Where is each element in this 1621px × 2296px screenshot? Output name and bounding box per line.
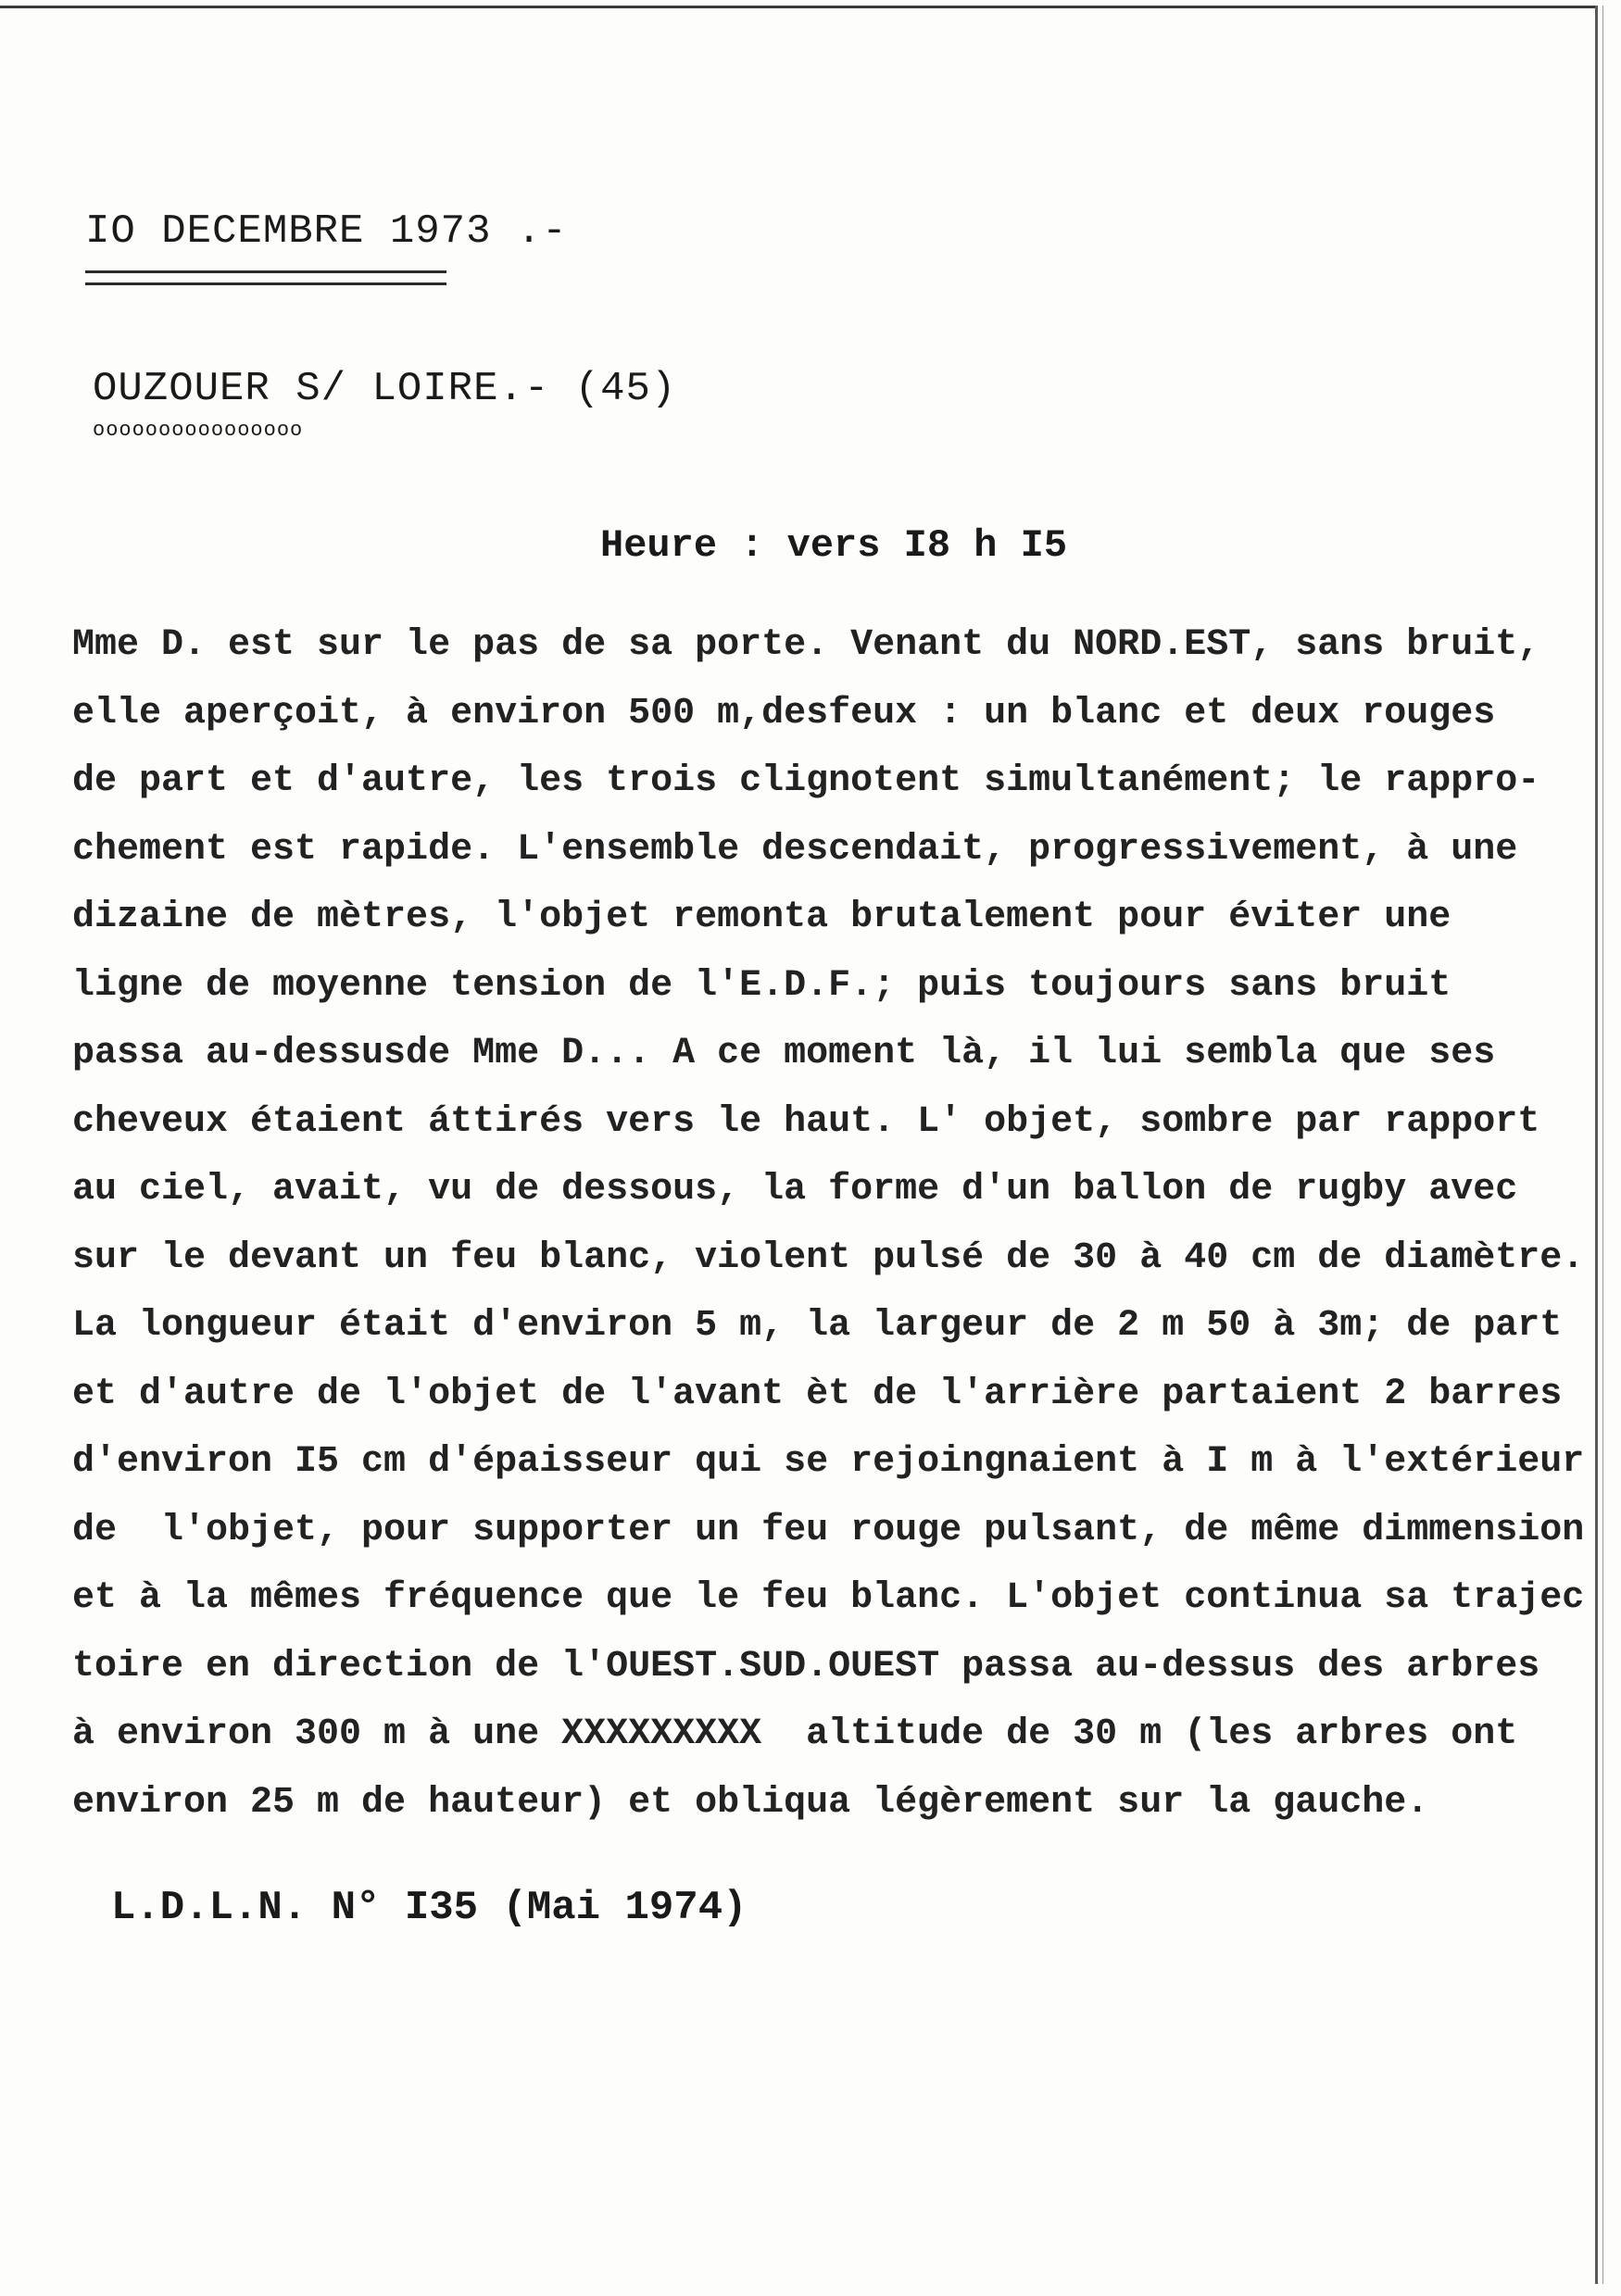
body-line: toire en direction de l'OUEST.SUD.OUEST passa au-dessus des arbres: [72, 1645, 1540, 1687]
right-border-line-thin: [1602, 6, 1603, 2284]
body-line: Mme D. est sur le pas de sa porte. Venant du NORD.EST, sans bruit,: [72, 624, 1540, 666]
source-reference: L.D.L.N. N° I35 (Mai 1974): [111, 1885, 748, 1931]
top-border-line: [0, 6, 1595, 8]
body-line: et à la mêmes fréquence que le feu blanc. L'objet continua sa trajec: [72, 1577, 1585, 1619]
body-line: elle aperçoit, à environ 500 m,desfeux : un blanc et deux rouges: [72, 692, 1496, 734]
right-border-line: [1595, 6, 1598, 2284]
body-line: au ciel, avait, vu de dessous, la forme d'un ballon de rugby avec: [72, 1169, 1518, 1211]
report-time: Heure : vers I8 h I5: [600, 523, 1068, 568]
body-line: passa au-dessusde Mme D... A ce moment là, il lui sembla que ses: [72, 1033, 1496, 1074]
body-line: et d'autre de l'objet de l'avant èt de l'arrière partaient 2 barres: [72, 1373, 1563, 1415]
location-underline: oooooooooooooooo: [93, 419, 304, 442]
report-body: [72, 611, 1591, 1837]
report-location: OUZOUER S/ LOIRE.- (45): [93, 366, 677, 412]
body-line: de part et d'autre, les trois clignotent simultanément; le rappro-: [72, 760, 1540, 802]
body-line: de l'objet, pour supporter un feu rouge pulsant, de même dimmension: [72, 1509, 1585, 1551]
body-line: d'environ I5 cm d'épaisseur qui se rejoingnaient à I m à l'extérieur: [72, 1441, 1585, 1483]
report-date: IO DECEMBRE 1973 .-: [85, 208, 568, 255]
body-line: cheveux étaient áttirés vers le haut. L' objet, sombre par rapport: [72, 1100, 1540, 1143]
body-line: environ 25 m de hauteur) et obliqua légèrement sur la gauche.: [72, 1781, 1429, 1824]
body-line: La longueur était d'environ 5 m, la largeur de 2 m 50 à 3m; de part: [72, 1305, 1563, 1347]
body-line: sur le devant un feu blanc, violent pulsé de 30 à 40 cm de diamètre.: [72, 1236, 1585, 1279]
body-line: ligne de moyenne tension de l'E.D.F.; puis toujours sans bruit: [72, 964, 1451, 1007]
body-line: chement est rapide. L'ensemble descendait, progressivement, à une: [72, 828, 1518, 871]
body-line: dizaine de mètres, l'objet remonta brutalement pour éviter une: [72, 897, 1451, 938]
body-line: à environ 300 m à une XXXXXXXXX altitude de 30 m (les arbres ont: [72, 1713, 1518, 1755]
date-double-underline: [85, 270, 446, 285]
